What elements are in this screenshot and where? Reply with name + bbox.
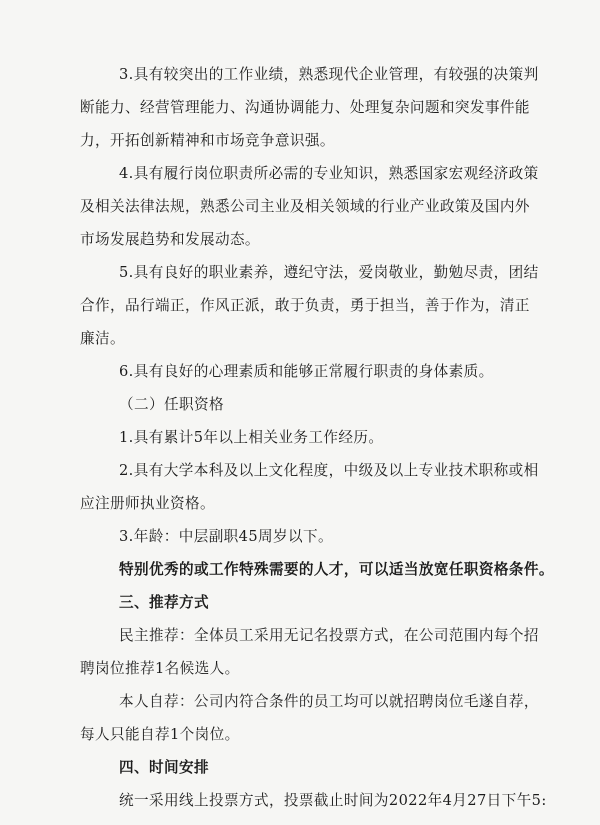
paragraph-line: 5.具有良好的职业素养，遵纪守法，爱岗敬业，勤勉尽责，团结: [119, 264, 539, 281]
paragraph-line: 3.年龄：中层副职45周岁以下。: [119, 528, 334, 545]
paragraph-line: 廉洁。: [80, 330, 125, 347]
paragraph-line: 统一采用线上投票方式，投票截止时间为2022年4月27日下午5:: [119, 792, 547, 809]
paragraph-line: 4.具有履行岗位职责所必需的专业知识，熟悉国家宏观经济政策: [119, 165, 539, 182]
paragraph-line: 1.具有累计5年以上相关业务工作经历。: [119, 429, 384, 446]
paragraph-line: 断能力、经营管理能力、沟通协调能力、处理复杂问题和突发事件能: [80, 99, 530, 116]
section-heading: 三、推荐方式: [119, 594, 209, 611]
paragraph-line: 市场发展趋势和发展动态。: [80, 231, 260, 248]
paragraph-line: 及相关法律法规，熟悉公司主业及相关领域的行业产业政策及国内外: [80, 198, 530, 215]
paragraph-line: 本人自荐：公司内符合条件的员工均可以就招聘岗位毛遂自荐，: [119, 693, 539, 710]
emphasis-line: 特别优秀的或工作特殊需要的人才，可以适当放宽任职资格条件。: [119, 561, 554, 578]
subsection-heading: （二）任职资格: [119, 396, 224, 413]
paragraph-line: 每人只能自荐1个岗位。: [80, 726, 240, 743]
paragraph-line: 3.具有较突出的工作业绩，熟悉现代企业管理，有较强的决策判: [119, 66, 539, 83]
paragraph-line: 民主推荐：全体员工采用无记名投票方式，在公司范围内每个招: [119, 627, 539, 644]
paragraph-line: 2.具有大学本科及以上文化程度，中级及以上专业技术职称或相: [119, 462, 539, 479]
paragraph-line: 合作，品行端正，作风正派，敢于负责，勇于担当，善于作为，清正: [80, 297, 530, 314]
section-heading: 四、时间安排: [119, 759, 209, 776]
paragraph-line: 聘岗位推荐1名候选人。: [80, 660, 240, 677]
paragraph-line: 6.具有良好的心理素质和能够正常履行职责的身体素质。: [119, 363, 494, 380]
paragraph-line: 应注册师执业资格。: [80, 495, 215, 512]
paragraph-line: 力，开拓创新精神和市场竞争意识强。: [80, 132, 335, 149]
